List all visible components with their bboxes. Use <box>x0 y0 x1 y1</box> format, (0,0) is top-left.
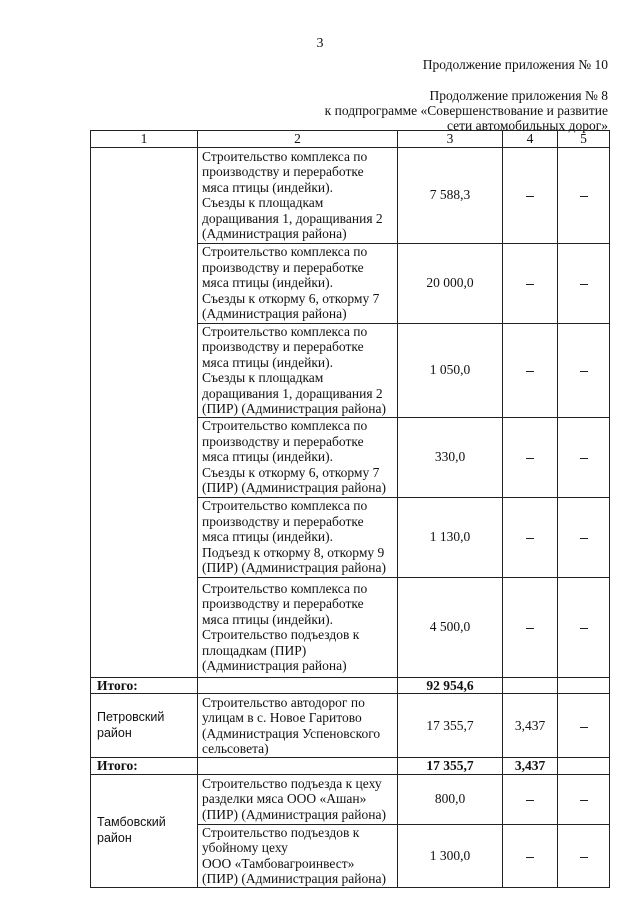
region-cell-empty <box>91 147 198 677</box>
empty-value-dash <box>503 243 558 323</box>
project-description: Строительство комплекса по производству и переработке мяса птицы (индейки). Съезды к площадкам доращивания 1, доращивания 2 (Администрация района) <box>198 147 398 243</box>
empty-value-dash <box>558 147 610 243</box>
empty-value-dash <box>558 824 610 887</box>
empty-value-dash <box>558 497 610 577</box>
project-description: Строительство автодорог по улицам в с. Новое Гаритово (Администрация Успеновского сельсовета) <box>198 694 398 758</box>
ratio-cell: 3,437 <box>503 694 558 758</box>
project-description: Строительство комплекса по производству и переработке мяса птицы (индейки). Съезды к площадкам доращивания 1, доращивания 2 (ПИР) (Администрация района) <box>198 323 398 417</box>
appendix-heading: Продолжение приложения № 10 <box>422 57 608 72</box>
amount-cell: 20 000,0 <box>398 243 503 323</box>
amount-cell: 7 588,3 <box>398 147 503 243</box>
empty-value-dash <box>558 417 610 497</box>
total-empty-cell <box>198 677 398 694</box>
empty-value-dash <box>558 694 610 758</box>
empty-value-dash <box>558 774 610 824</box>
table-row <box>91 147 610 243</box>
project-description: Строительство подъездов к убойному цеху ООО «Тамбовагроинвест» (ПИР) (Администрация района) <box>198 824 398 887</box>
amount-cell: 1 130,0 <box>398 497 503 577</box>
total-empty-cell <box>503 677 558 694</box>
total-label: Итого: <box>91 677 198 694</box>
column-number: 5 <box>558 131 610 148</box>
amount-cell: 4 500,0 <box>398 577 503 677</box>
appendix-subheading-line: к подпрограмме «Совершенствование и развитие <box>324 103 608 118</box>
amount-cell: 1 050,0 <box>398 323 503 417</box>
empty-value-dash <box>503 417 558 497</box>
page-number: 3 <box>316 36 324 51</box>
empty-value-dash <box>503 323 558 417</box>
total-label: Итого: <box>91 758 198 775</box>
column-numbers-row <box>91 131 610 148</box>
total-empty-cell <box>558 758 610 775</box>
column-number: 1 <box>91 131 198 148</box>
project-description: Строительство комплекса по производству и переработке мяса птицы (индейки). Съезды к откорму 6, откорму 7 (Администрация района) <box>198 243 398 323</box>
amount-cell: 1 300,0 <box>398 824 503 887</box>
empty-value-dash <box>558 243 610 323</box>
total-amount: 17 355,7 <box>398 758 503 775</box>
project-description: Строительство комплекса по производству и переработке мяса птицы (индейки). Строительство подъездов к площадкам (ПИР) (Администрация района) <box>198 577 398 677</box>
appendix-subheading-line: Продолжение приложения № 8 <box>429 88 608 103</box>
project-description: Строительство комплекса по производству и переработке мяса птицы (индейки). Подъезд к откорму 8, откорму 9 (ПИР) (Администрация района) <box>198 497 398 577</box>
empty-value-dash <box>503 824 558 887</box>
region-name: Петровский район <box>91 694 198 758</box>
empty-value-dash <box>503 774 558 824</box>
column-number: 4 <box>503 131 558 148</box>
project-description: Строительство подъезда к цеху разделки мяса ООО «Ашан» (ПИР) (Администрация района) <box>198 774 398 824</box>
roads-table <box>90 130 610 888</box>
region-name: Тамбовский район <box>91 774 198 887</box>
table-row <box>91 694 610 758</box>
total-empty-cell <box>198 758 398 775</box>
total-empty-cell <box>558 677 610 694</box>
empty-value-dash <box>558 577 610 677</box>
total-ratio: 3,437 <box>503 758 558 775</box>
amount-cell: 330,0 <box>398 417 503 497</box>
total-row <box>91 677 610 694</box>
total-amount: 92 954,6 <box>398 677 503 694</box>
empty-value-dash <box>558 323 610 417</box>
amount-cell: 17 355,7 <box>398 694 503 758</box>
appendix-subheading-line: сети автомобильных дорог» <box>447 118 608 133</box>
empty-value-dash <box>503 147 558 243</box>
total-row <box>91 758 610 775</box>
project-description: Строительство комплекса по производству и переработке мяса птицы (индейки). Съезды к откорму 6, откорму 7 (ПИР) (Администрация района) <box>198 417 398 497</box>
column-number: 3 <box>398 131 503 148</box>
appendix-subheading <box>325 88 608 133</box>
column-number: 2 <box>198 131 398 148</box>
empty-value-dash <box>503 577 558 677</box>
amount-cell: 800,0 <box>398 774 503 824</box>
empty-value-dash <box>503 497 558 577</box>
table-row <box>91 774 610 824</box>
